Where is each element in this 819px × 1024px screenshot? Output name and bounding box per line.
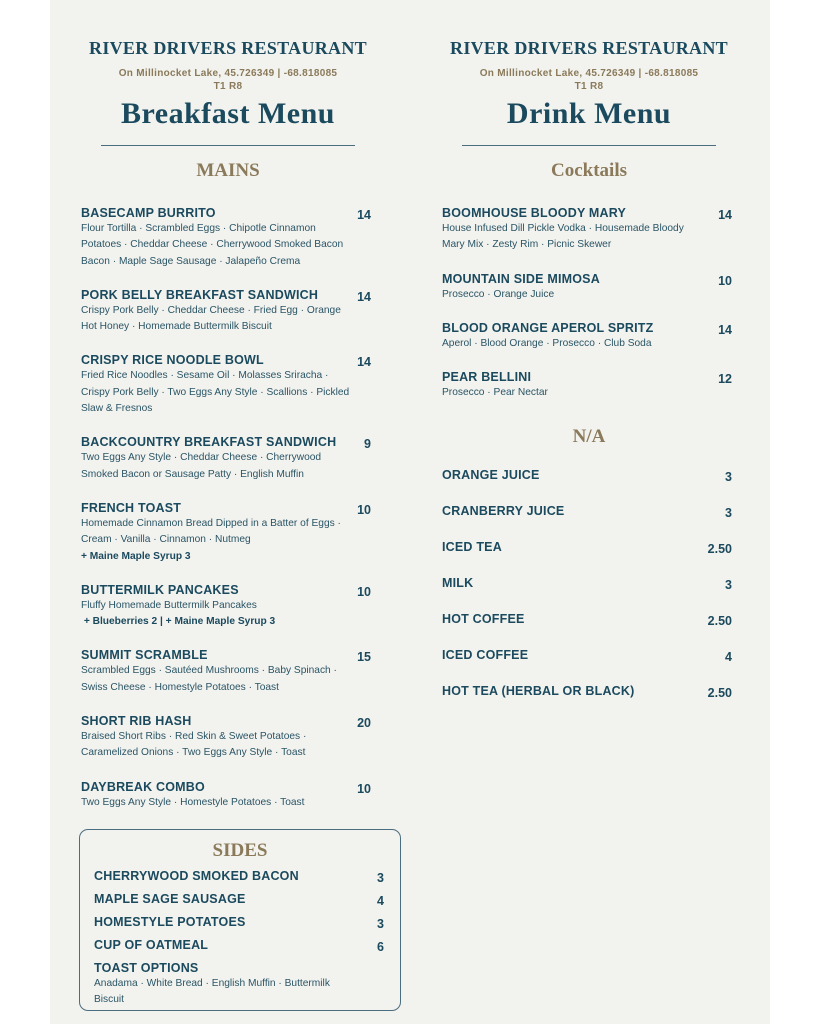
drink-menu-title: Drink Menu xyxy=(506,97,672,130)
restaurant-name: RIVER DRIVERS RESTAURANT xyxy=(89,38,367,58)
menu-item xyxy=(442,575,732,594)
item-name: MILK xyxy=(442,576,474,590)
item-description: Prosecco · Orange Juice xyxy=(442,288,555,300)
item-price: 10 xyxy=(357,781,371,796)
item-name: MAPLE SAGE SAUSAGE xyxy=(94,892,246,906)
item-price: 4 xyxy=(725,650,732,664)
menu-item xyxy=(442,320,732,352)
item-price: 3 xyxy=(377,871,384,885)
menu-item xyxy=(81,205,371,270)
menu-item xyxy=(94,868,384,884)
menu-item xyxy=(442,683,732,702)
address-line-1: On Millinocket Lake, 45.726349 | -68.818085 xyxy=(479,68,699,79)
item-price: 10 xyxy=(718,273,732,288)
item-name: CRANBERRY JUICE xyxy=(442,504,565,518)
item-description: Two Eggs Any Style · Homestyle Potatoes · Toast xyxy=(81,796,305,808)
item-price: 3 xyxy=(725,578,732,592)
item-price: 2.50 xyxy=(707,542,732,556)
item-name: HOT COFFEE xyxy=(442,612,525,626)
item-description: Scrambled Eggs · Sautéed Mushrooms · Baby Spinach · xyxy=(81,665,337,677)
menu-item xyxy=(81,582,371,631)
sides-heading: SIDES xyxy=(212,840,268,861)
item-name: BOOMHOUSE BLOODY MARY xyxy=(442,206,627,220)
address-line-1: On Millinocket Lake, 45.726349 | -68.818085 xyxy=(118,68,338,79)
menu-item xyxy=(81,352,371,417)
item-price: 3 xyxy=(725,506,732,520)
item-description: Crispy Pork Belly · Cheddar Cheese · Fried Egg · Orange xyxy=(81,304,341,316)
item-description: Fluffy Homemade Buttermilk Pancakes xyxy=(81,599,257,611)
item-description: Flour Tortilla · Scrambled Eggs · Chipotle Cinnamon xyxy=(81,223,316,234)
title-divider xyxy=(101,145,355,146)
item-description: Cream · Vanilla · Cinnamon · Nutmeg xyxy=(81,534,251,546)
item-price: 12 xyxy=(718,372,732,387)
item-name: BASECAMP BURRITO xyxy=(81,206,216,220)
cocktails-heading: Cocktails xyxy=(551,160,627,181)
item-name: HOMESTYLE POTATOES xyxy=(94,915,246,929)
mains-heading: MAINS xyxy=(196,160,260,181)
item-description: Crispy Pork Belly · Two Eggs Any Style · Scallions · Pickled xyxy=(81,386,350,398)
menu-item xyxy=(442,503,732,522)
item-description: Caramelized Onions · Two Eggs Any Style · Toast xyxy=(81,747,306,759)
item-description: Smoked Bacon or Sausage Patty · English Muffin xyxy=(81,468,304,480)
item-name: CUP OF OATMEAL xyxy=(94,938,209,952)
menu-item xyxy=(442,205,732,254)
item-description: Hot Honey · Homemade Buttermilk Biscuit xyxy=(81,321,272,333)
na-drinks-list xyxy=(442,467,732,719)
menu-item xyxy=(442,271,732,303)
item-name: ICED COFFEE xyxy=(442,648,529,662)
menu-item xyxy=(94,960,384,1009)
item-name: CHERRYWOOD SMOKED BACON xyxy=(94,869,299,883)
item-price: 14 xyxy=(357,355,371,370)
menu-item xyxy=(81,287,371,336)
na-heading: N/A xyxy=(572,426,606,447)
menu-item xyxy=(81,779,371,811)
item-name: PORK BELLY BREAKFAST SANDWICH xyxy=(81,287,319,302)
item-description: Aperol · Blood Orange · Prosecco · Club Soda xyxy=(442,337,652,349)
mains-list xyxy=(81,205,371,828)
item-description: Mary Mix · Zesty Rim · Picnic Skewer xyxy=(442,239,612,251)
menu-item xyxy=(81,647,371,696)
item-description: Prosecco · Pear Nectar xyxy=(442,387,548,399)
item-name: HOT TEA (HERBAL OR BLACK) xyxy=(442,684,635,698)
item-price: 14 xyxy=(357,289,371,304)
item-description: Anadama · White Bread · English Muffin · Buttermilk xyxy=(94,978,330,989)
menu-item xyxy=(94,891,384,907)
item-name: FRENCH TOAST xyxy=(81,500,182,515)
item-description: Potatoes · Cheddar Cheese · Cherrywood Smoked Bacon xyxy=(81,239,344,251)
item-name: ICED TEA xyxy=(442,540,502,554)
restaurant-name: RIVER DRIVERS RESTAURANT xyxy=(450,38,728,58)
item-name: BLOOD ORANGE APEROL SPRITZ xyxy=(442,320,654,335)
item-price: 3 xyxy=(725,470,732,484)
item-name: SHORT RIB HASH xyxy=(81,714,192,729)
menu-item xyxy=(94,914,384,930)
menu-item xyxy=(442,369,732,401)
item-description: Slaw & Fresnos xyxy=(81,403,153,415)
item-price: 3 xyxy=(377,917,384,931)
item-description: House Infused Dill Pickle Vodka · Housemade Bloody xyxy=(442,223,684,234)
menu-page xyxy=(50,0,770,1024)
item-price: 14 xyxy=(718,208,732,222)
item-description: Homemade Cinnamon Bread Dipped in a Batter of Eggs · xyxy=(81,517,341,529)
item-name: ORANGE JUICE xyxy=(442,468,540,482)
item-addon: + Maine Maple Syrup 3 xyxy=(81,550,191,562)
item-price: 10 xyxy=(357,502,371,517)
item-description: Braised Short Ribs · Red Skin & Sweet Potatoes · xyxy=(81,731,307,743)
item-price: 4 xyxy=(377,894,384,908)
menu-item xyxy=(94,937,384,953)
item-name: BACKCOUNTRY BREAKFAST SANDWICH xyxy=(81,435,337,450)
item-price: 14 xyxy=(357,208,371,222)
item-price: 9 xyxy=(364,437,371,452)
item-price: 14 xyxy=(718,322,732,337)
item-addon: + Blueberries 2 | + Maine Maple Syrup 3 xyxy=(81,616,276,628)
sides-list xyxy=(94,868,384,1016)
item-price: 10 xyxy=(357,584,371,599)
item-description: Bacon · Maple Sage Sausage · Jalapeño Crema xyxy=(81,255,301,267)
breakfast-menu-title: Breakfast Menu xyxy=(121,97,335,130)
address-line-2: T1 R8 xyxy=(213,81,243,92)
menu-item xyxy=(81,713,371,762)
menu-item xyxy=(442,467,732,486)
address xyxy=(63,67,393,93)
item-name: MOUNTAIN SIDE MIMOSA xyxy=(442,271,600,286)
item-description: Swiss Cheese · Homestyle Potatoes · Toast xyxy=(81,681,279,693)
cocktails-list xyxy=(442,205,732,418)
item-name: TOAST OPTIONS xyxy=(94,961,199,975)
item-description: Biscuit xyxy=(94,994,125,1006)
item-description: Two Eggs Any Style · Cheddar Cheese · Cherrywood xyxy=(81,452,322,464)
title-divider xyxy=(462,145,716,146)
menu-item xyxy=(442,611,732,630)
address xyxy=(424,67,754,93)
item-price: 6 xyxy=(377,940,384,954)
item-price: 2.50 xyxy=(707,686,732,700)
address-line-2: T1 R8 xyxy=(574,81,604,92)
menu-item xyxy=(442,539,732,558)
item-description: Fried Rice Noodles · Sesame Oil · Molasses Sriracha · xyxy=(81,370,329,382)
menu-item xyxy=(81,500,371,565)
item-name: SUMMIT SCRAMBLE xyxy=(81,648,208,663)
item-price: 20 xyxy=(357,716,371,731)
item-price: 15 xyxy=(357,650,371,665)
item-price: 2.50 xyxy=(707,614,732,628)
sides-box xyxy=(79,829,401,1011)
item-name: DAYBREAK COMBO xyxy=(81,779,205,794)
menu-item xyxy=(81,434,371,483)
menu-item xyxy=(442,647,732,666)
item-name: PEAR BELLINI xyxy=(442,370,532,385)
item-name: BUTTERMILK PANCAKES xyxy=(81,582,239,597)
item-name: CRISPY RICE NOODLE BOWL xyxy=(81,353,264,368)
